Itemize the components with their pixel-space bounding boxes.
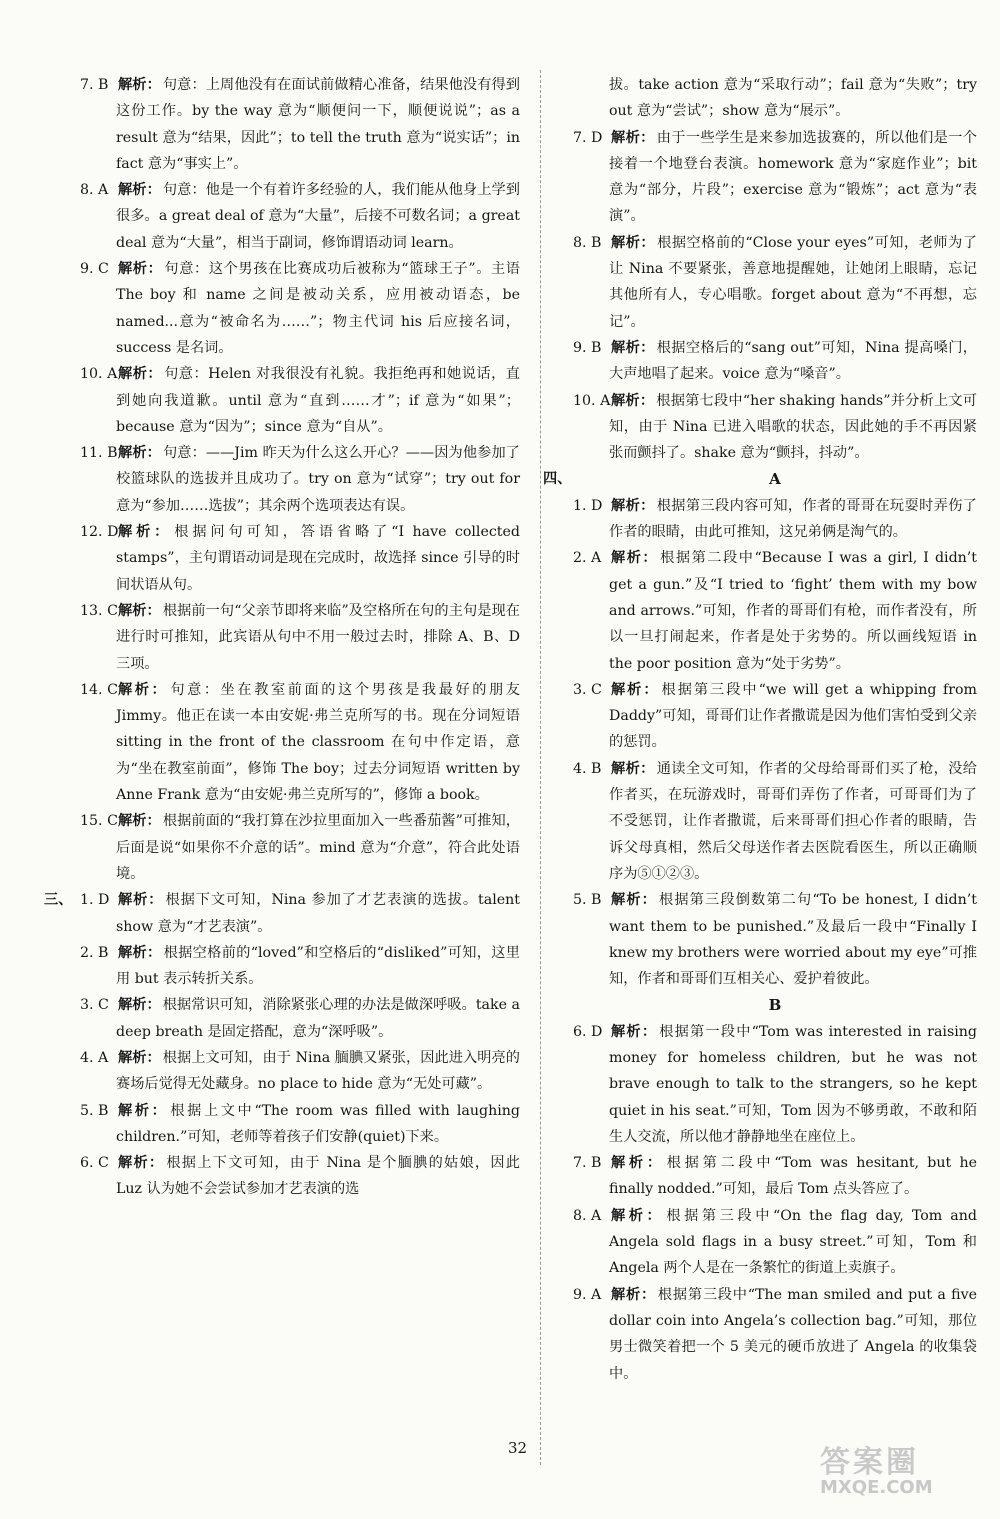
watermark-url: MXQE.COM xyxy=(820,1477,933,1498)
answer-text: 根据第三段中“we will get a whipping from Daddy”可知，哥哥们让作者撒谎是因为他们害怕受到父亲的惩罚。 xyxy=(609,681,977,751)
answer-item xyxy=(573,125,977,230)
answer-text: 根据下文可知，Nina 参加了才艺表演的选拔。talent show 意为“才艺表演”。 xyxy=(116,892,520,935)
answer-number: 5. B xyxy=(573,892,602,909)
analysis-label: 解析： xyxy=(611,681,660,698)
answer-number: 1. D xyxy=(80,892,110,909)
analysis-label: 解析： xyxy=(118,813,161,830)
section-mark: 四、 xyxy=(543,471,572,488)
analysis-label: 解析： xyxy=(611,760,655,777)
answer-text: 句意：这个男孩在比赛成功后被称为“篮球王子”。主语 The boy 和 name 之间是被动关系，应用被动语态，be named...意为“被命名为……”；物主代词 his 后应接名词，success 是名词。 xyxy=(116,261,520,356)
answer-text: 根据第一段中“Tom was interested in raising money for homeless children, but he was not brave enough to talk to the strangers, so he kept quiet in his seat.”可知，Tom 因为不够勇敢，不敢和陌生人交流，所以他才静静地坐在座位上。 xyxy=(609,1023,977,1145)
answer-number: 6. C xyxy=(80,1155,109,1172)
answer-text: 通读全文可知，作者的父母给哥哥们买了枪，没给作者买，在玩游戏时，哥哥们弄伤了作者，可哥哥们为了不受惩罚，让作者撒谎，后来哥哥们担心作者的眼睛，告诉父母真相，然后父母送作者去医院看医生，所以正确顺序为⑤①②③。 xyxy=(609,760,977,882)
analysis-label: 解析： xyxy=(118,997,161,1014)
answer-item xyxy=(80,177,520,256)
analysis-label: 解析： xyxy=(611,497,655,514)
analysis-label: 解析： xyxy=(611,1286,656,1303)
analysis-label: 解析： xyxy=(118,261,163,278)
watermark-logo xyxy=(820,1447,970,1497)
answer-text: 根据第七段中“her shaking hands”并分析上文可知，由于 Nina 已进入唱歌的状态，因此她的手不再因紧张而颤抖了。shake 意为“颤抖，抖动”。 xyxy=(609,392,977,462)
answer-item xyxy=(80,940,520,993)
answer-number: 2. A xyxy=(573,550,602,567)
analysis-label: 解析： xyxy=(611,550,659,567)
answer-text: 根据空格前的“Close your eyes”可知，老师为了让 Nina 不要紧张，善意地提醒她，让她闭上眼睛，忘记其他所有人，专心唱歌。forget about 意为“不再想，忘记”。 xyxy=(609,234,977,330)
answer-item xyxy=(573,230,977,335)
answer-item xyxy=(573,887,977,992)
answer-number: 12. D xyxy=(80,524,119,541)
answer-item xyxy=(80,808,520,887)
answer-number: 4. B xyxy=(573,760,602,777)
answer-item xyxy=(80,519,520,598)
answer-text: 根据上文可知，由于 Nina 腼腆又紧张，因此进入明亮的赛场后觉得无处藏身。no place to hide 意为“无处可藏”。 xyxy=(116,1049,520,1093)
answer-text: 根据空格前的“loved”和空格后的“disliked”可知，这里用 but 表示转折关系。 xyxy=(116,944,520,988)
answer-item xyxy=(80,598,520,677)
analysis-label: 解析： xyxy=(611,1207,665,1224)
answer-item xyxy=(80,992,520,1045)
answer-item xyxy=(573,335,977,388)
answer-number: 10. A xyxy=(573,392,611,409)
answer-number: 11. B xyxy=(80,445,118,462)
answer-text: 根据上下文可知，由于 Nina 是个腼腆的姑娘，因此 Luz 认为她不会尝试参加才艺表演的选 xyxy=(116,1155,520,1198)
answer-item xyxy=(44,887,520,940)
analysis-label: 解析： xyxy=(611,234,656,251)
answer-number: 7. B xyxy=(573,1155,602,1172)
answer-number: 9. A xyxy=(573,1286,602,1303)
answer-item xyxy=(573,545,977,676)
answer-item xyxy=(80,1150,520,1203)
answer-text: 根据第二段中“Because I was a girl, I didn’t get a gun.”及“I tried to ‘fight’ them with my bow and arrows.”可知，作者的哥哥们有枪，而作者没有，所以一旦打闹起来，作者是处于劣势的。所以画线短语 in the poor position 意为“处于劣势”。 xyxy=(609,550,977,672)
answer-item xyxy=(80,1098,520,1151)
answer-number: 10. A xyxy=(80,366,118,383)
answer-item xyxy=(573,756,977,887)
answer-text: 根据第三段倒数第二句“To be honest, I didn’t want them to be punished.”及最后一段中“Finally I knew my brothers were worried about my eye”可推知，作者和哥哥们互相关心、爱护着彼此。 xyxy=(609,892,977,988)
answer-item xyxy=(573,1282,977,1387)
answer-text: 句意：他是一个有着许多经验的人，我们能从他身上学到很多。a great deal of 意为“大量”，后接不可数名词；a great deal 意为“大量”，相当于副词，修饰谓语动词 learn。 xyxy=(116,182,520,251)
answer-text: 句意：Helen 对我很没有礼貌。我拒绝再和她说话，直到她向我道歉。until 意为“直到……才”；if 意为“如果”；because 意为“因为”；since 意为“自从”。 xyxy=(116,366,520,435)
analysis-label: 解析： xyxy=(118,892,164,909)
analysis-label: 解析： xyxy=(118,1049,161,1066)
answer-text: 根据第三段中“On the flag day, Tom and Angela sold flags in a busy street.”可知，Tom 和 Angela 两个人是在一条繁忙的街道上卖旗子。 xyxy=(609,1207,977,1277)
answer-number: 8. B xyxy=(573,234,602,251)
analysis-label: 解析： xyxy=(118,1155,165,1172)
analysis-label: 解析： xyxy=(611,1023,658,1040)
analysis-label: 解析： xyxy=(118,944,162,961)
answer-item xyxy=(80,1045,520,1098)
answer-text: 句意：上周他没有在面试前做精心准备，结果他没有得到这份工作。by the way 意为“顺便问一下，顺便说说”；as a result 意为“结果，因此”；to tell the truth 意为“说实话”；in fact 意为“事实上”。 xyxy=(116,77,520,172)
answer-text: 根据常识可知，消除紧张心理的办法是做深呼吸。take a deep breath 是固定搭配，意为“深呼吸”。 xyxy=(116,997,520,1040)
analysis-label: 解析： xyxy=(118,182,161,199)
answer-number: 13. C xyxy=(80,602,118,619)
analysis-label: 解析： xyxy=(611,129,655,146)
answer-number: 4. A xyxy=(80,1049,109,1066)
left-column xyxy=(44,72,520,1203)
part-heading-a: A xyxy=(769,470,781,489)
answer-number: 9. B xyxy=(573,339,602,356)
answer-text: 根据第三段中“The man smiled and put a five dollar coin into Angela’s collection bag.”可知，那位男士微笑着把一个 5 美元的硬币放进了 Angela 的收集袋中。 xyxy=(609,1286,977,1382)
answer-item xyxy=(80,72,520,177)
analysis-label: 解析： xyxy=(611,392,655,409)
analysis-label: 解析： xyxy=(118,366,163,383)
analysis-label: 解析： xyxy=(118,445,161,462)
answer-number: 3. C xyxy=(80,997,109,1014)
analysis-label: 解析： xyxy=(611,1155,665,1172)
analysis-label: 解析： xyxy=(118,1102,169,1119)
answer-text: 根据问句可知，答语省略了“I have collected stamps”，主句谓语动词是现在完成时，故选择 since 引导的时间状语从句。 xyxy=(116,524,520,593)
analysis-label: 解析： xyxy=(118,681,169,698)
answer-number: 15. C xyxy=(80,813,118,830)
answer-number: 2. B xyxy=(80,944,109,961)
answer-number: 8. A xyxy=(573,1207,602,1224)
watermark-title: 答案圈 xyxy=(820,1445,919,1480)
analysis-label: 解析： xyxy=(118,524,173,541)
answer-text: 根据上文中“The room was filled with laughing children.”可知，老师等着孩子们安静(quiet)下来。 xyxy=(116,1102,520,1145)
page-number: 32 xyxy=(508,1439,528,1457)
answer-item xyxy=(573,677,977,756)
analysis-label: 解析： xyxy=(118,77,161,93)
answer-number: 14. C xyxy=(80,681,118,698)
answer-item xyxy=(573,1019,977,1150)
answer-item xyxy=(80,677,520,808)
answer-number: 3. C xyxy=(573,681,602,698)
part-heading-b: B xyxy=(768,996,782,1015)
answer-item xyxy=(80,361,520,440)
answer-item xyxy=(573,493,977,546)
answer-item xyxy=(80,440,520,519)
answer-text: 根据第二段中“Tom was hesitant, but he finally nodded.”可知，最后 Tom 点头答应了。 xyxy=(609,1155,977,1198)
right-column xyxy=(543,72,977,1387)
answer-text: 由于一些学生是来参加选拔赛的，所以他们是一个接着一个地登台表演。homework 意为“家庭作业”；bit 意为“部分，片段”；exercise 意为“锻炼”；act 意为“表演”。 xyxy=(609,129,977,225)
analysis-label: 解析： xyxy=(611,892,658,909)
answer-number: 7. B xyxy=(80,77,109,93)
answer-item xyxy=(573,388,977,467)
answer-text: 句意：坐在教室前面的这个男孩是我最好的朋友 Jimmy。他正在读一本由安妮·弗兰克所写的书。现在分词短语 sitting in the front of the classroom 在句中作定语，意为“坐在教室前面”，修饰 The boy；过去分词短语 written by Anne Frank 意为“由安妮·弗兰克所写的”，修饰 a book。 xyxy=(116,681,520,804)
answer-number: 9. C xyxy=(80,261,109,278)
section-mark: 三、 xyxy=(44,892,73,909)
answer-item xyxy=(573,1150,977,1203)
column-divider xyxy=(540,70,541,1465)
answer-number: 8. A xyxy=(80,182,109,199)
analysis-label: 解析： xyxy=(118,602,161,619)
answer-text: 根据前一句“父亲节即将来临”及空格所在句的主句是现在进行时可推知，此宾语从句中不用一般过去时，排除 A、B、D 三项。 xyxy=(116,602,520,672)
answer-number: 7. D xyxy=(573,129,603,146)
answer-text: 根据空格后的“sang out”可知，Nina 提高嗓门，大声地唱了起来。voice 意为“嗓音”。 xyxy=(609,339,977,383)
continued-text: 拔。take action 意为“采取行动”；fail 意为“失败”；try out 意为“尝试”；show 意为“展示”。 xyxy=(609,77,977,120)
answer-number: 6. D xyxy=(573,1023,603,1040)
answer-text: 根据第三段内容可知，作者的哥哥在玩耍时弄伤了作者的眼睛，由此可推知，这兄弟俩是淘气的。 xyxy=(609,497,977,541)
answer-item xyxy=(80,256,520,361)
answer-text: 根据前面的“我打算在沙拉里面加入一些番茄酱”可推知，后面是说“如果你不介意的话”。mind 意为“介意”，符合此处语境。 xyxy=(116,813,520,882)
answer-number: 1. D xyxy=(573,497,603,514)
answer-text: 句意：——Jim 昨天为什么这么开心？——因为他参加了校篮球队的选拔并且成功了。try on 意为“试穿”；try out for 意为“参加……选拔”；其余两个选项表达有误。 xyxy=(116,445,520,514)
analysis-label: 解析： xyxy=(611,339,655,356)
answer-number: 5. B xyxy=(80,1102,109,1119)
answer-item xyxy=(573,1203,977,1282)
